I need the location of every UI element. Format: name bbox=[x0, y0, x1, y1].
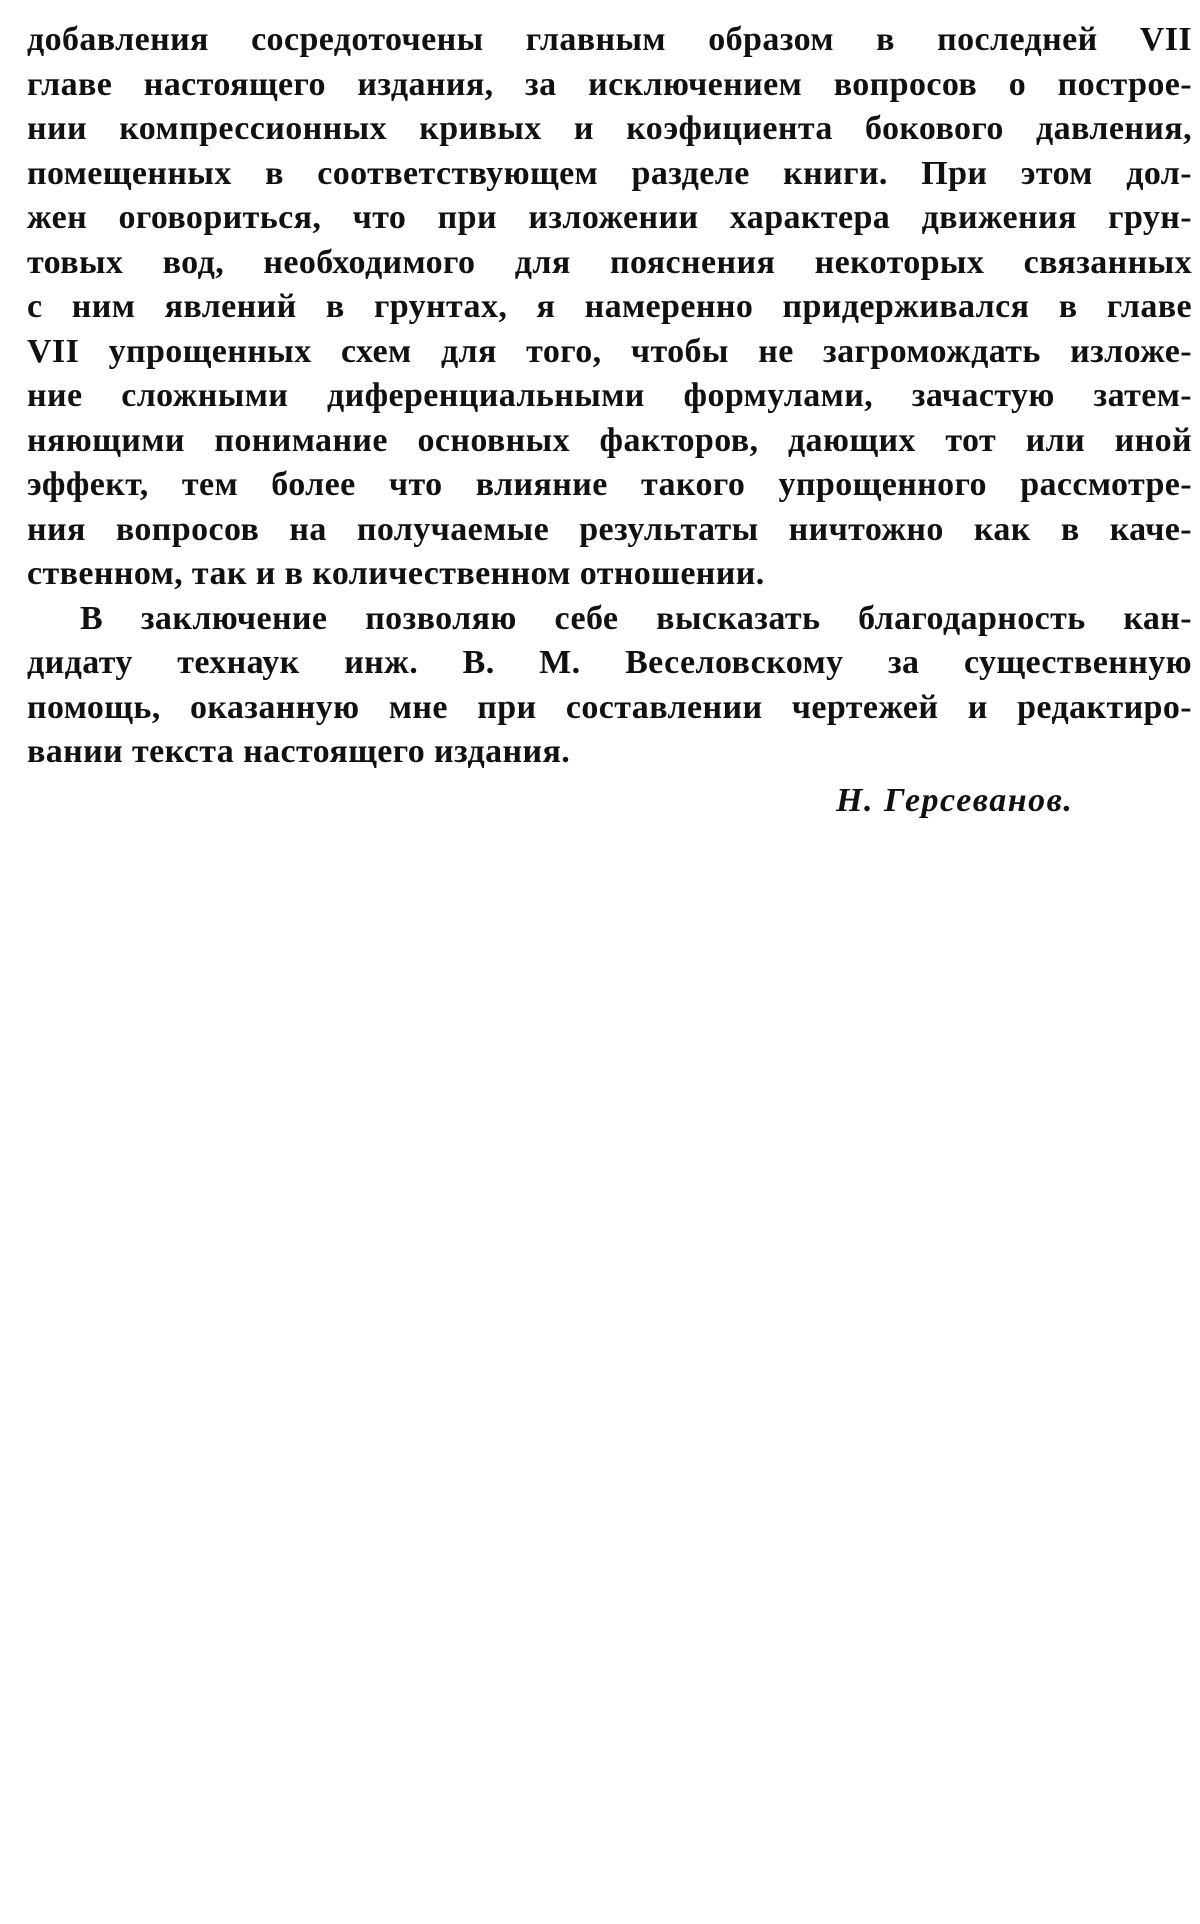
text-line: главе настоящего издания, за исключением вопросов о построе- bbox=[27, 65, 1192, 103]
text-line: няющими понимание основных факторов, дающих тот или иной bbox=[27, 421, 1192, 459]
text-line: дидату технаук инж. В. М. Веселовскому за существенную bbox=[27, 644, 1192, 681]
text-line: добавления сосредоточены главным образом в последней VII bbox=[27, 21, 1192, 58]
author-signature: Н. Герсеванов. bbox=[836, 782, 1074, 819]
text-line: эффект, тем более что влияние такого упрощенного рассмотре- bbox=[27, 466, 1192, 503]
text-line: ние сложными диференциальными формулами, зачастую затем- bbox=[27, 377, 1192, 414]
text-line: товых вод, необходимого для пояснения некоторых связанных bbox=[27, 243, 1192, 281]
text-line: помещенных в соответствующем разделе книги. При этом дол- bbox=[27, 154, 1192, 192]
text-line: нии компрессионных кривых и коэфициента бокового давления, bbox=[27, 110, 1192, 147]
text-line: В заключение позволяю себе высказать благодарность кан- bbox=[80, 599, 1192, 637]
document-page bbox=[27, 18, 1192, 775]
text-line: ственном, так и в количественном отношении. bbox=[27, 555, 765, 592]
paragraph-1 bbox=[27, 18, 1192, 597]
paragraph-2 bbox=[27, 597, 1192, 775]
text-line: вании текста настоящего издания. bbox=[27, 733, 571, 770]
text-line: ния вопросов на получаемые результаты ничтожно как в каче- bbox=[27, 510, 1192, 548]
text-line: помощь, оказанную мне при составлении чертежей и редактиро- bbox=[27, 688, 1192, 726]
text-line: жен оговориться, что при изложении характера движения грун- bbox=[27, 199, 1192, 236]
text-line: VII упрощенных схем для того, чтобы не загромождать изложе- bbox=[27, 332, 1192, 370]
text-line: с ним явлений в грунтах, я намеренно придерживался в главе bbox=[27, 288, 1192, 325]
